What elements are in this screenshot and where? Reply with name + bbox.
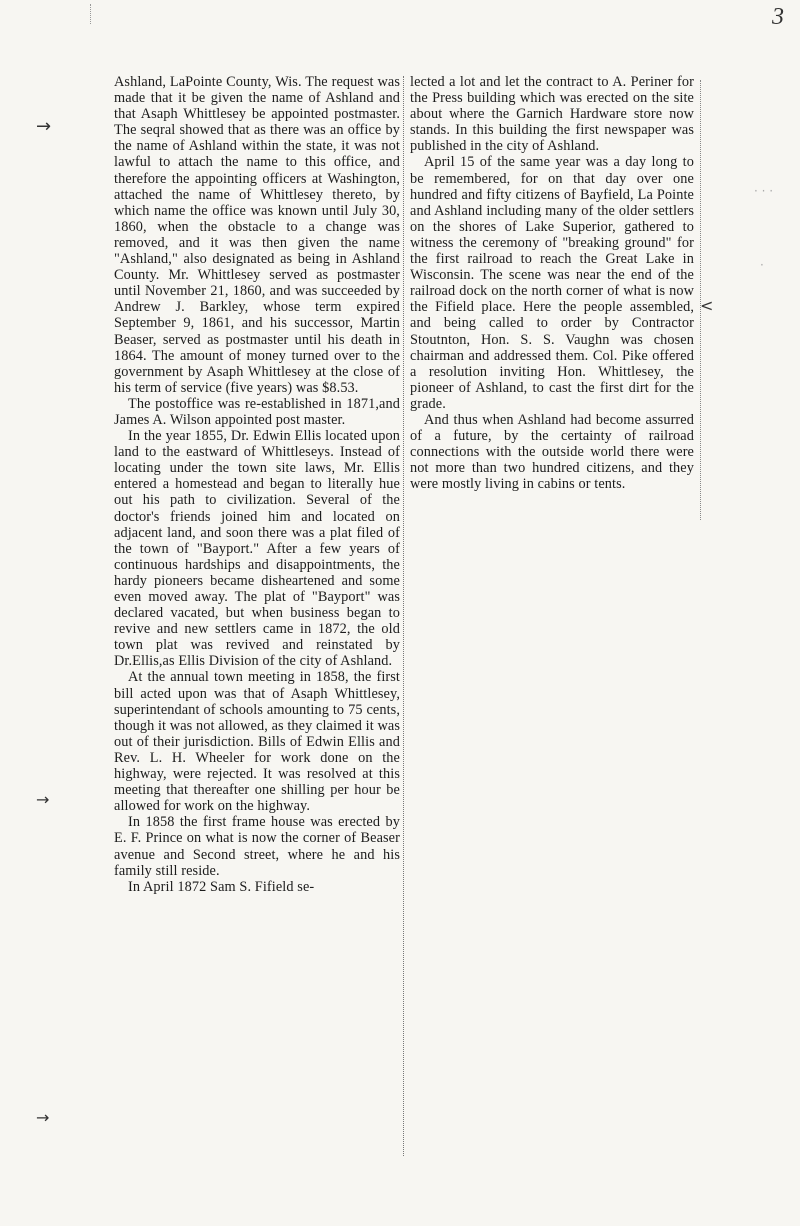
left-paragraph-2: The postoffice was re-established in 1871,and James A. Wilson appointed post master. bbox=[114, 395, 400, 428]
left-paragraph-3: In the year 1855, Dr. Edwin Ellis located upon land to the eastward of Whittleseys. Instead of locating under the town site laws, Mr. Ellis entered a homestead and began to literally hue out his path to civilization. Several of the doctor's friends joined him and located on adjacent land, and soon there was a plat filed of the town of "Bayport." After a few years of continuous hardships and disappointments, the hardy pioneers became disheartened and some even moved away. The plat of "Bayport" was declared vacated, but when business began to revive and new settlers came in 1872, the old town plat was revived and reinstated by Dr.Ellis,as Ellis Division of the city of Ashland. bbox=[114, 428, 400, 670]
left-paragraph-5: In 1858 the first frame house was erected by E. F. Prince on what is now the corner of Beaser avenue and Second street, where he and his family still reside. bbox=[114, 814, 400, 879]
right-paragraph-1: lected a lot and let the contract to A. Periner for the Press building which was erected on the site about where the Garnich Hardware store now stands. In this building the first newspaper was published in the city of Ashland. bbox=[410, 74, 694, 155]
right-column-edge bbox=[700, 80, 701, 520]
margin-arrow-low-icon: → bbox=[36, 1108, 50, 1127]
faint-mark-b: · bbox=[760, 258, 764, 272]
column-separator bbox=[403, 76, 404, 1156]
margin-arrow-top-icon: → bbox=[36, 116, 52, 137]
left-paragraph-6: In April 1872 Sam S. Fifield se- bbox=[128, 878, 315, 895]
left-paragraph-4: At the annual town meeting in 1858, the first bill acted upon was that of Asaph Whittlesey, superintendant of schools amounting to 75 cents, though it was not allowed, as they claimed it was out of their jurisdiction. Bills of Edwin Ellis and Rev. L. H. Wheeler for work done on the highway, were rejected. It was resolved at this meeting that thereafter one shilling per hour be allowed for work on the highway. bbox=[114, 669, 401, 815]
faint-mark-a: · · · bbox=[754, 184, 774, 198]
margin-arrow-right-icon: < bbox=[700, 296, 714, 315]
right-paragraph-3: And thus when Ashland had become assurred of a future, by the certainty of railroad connections with the outside world there were not more than two hundred citizens, and they were mostly living in cabins or tents. bbox=[410, 411, 694, 493]
top-dotted-mark bbox=[90, 4, 91, 24]
right-column bbox=[410, 74, 694, 492]
page-number: 3 bbox=[772, 4, 784, 30]
left-column bbox=[114, 74, 400, 895]
left-paragraph-1: Ashland, LaPointe County, Wis. The request was made that it be given the name of Ashland and that Asaph Whittlesey be appointed postmaster. The seqral showed that as there was an office by the name of Ashland within the state, it was not lawful to attach the name to this office, and therefore the appointing officers at Washington, attached the name of Whittlesey thereto, by which name the office was known until July 30, 1860, when the obstacle to a change was removed, and it was then given the name "Ashland," also designated as being in Ashland County. Mr. Whittlesey served as postmaster until November 21, 1860, and was succeeded by Andrew J. Barkley, whose term expired September 9, 1861, and his successor, Martin Beaser, served as postmaster until his death in 1864. The amount of money turned over to the government by Asaph Whittlesey at the close of his term of service (five years) was $8.53. bbox=[114, 74, 400, 396]
margin-arrow-mid-icon: → bbox=[36, 790, 50, 809]
right-paragraph-2: April 15 of the same year was a day long to be remembered, for on that day over one hundred and fifty citizens of Bayfield, La Pointe and Ashland including many of the older settlers on the shores of Lake Superior, gathered to witness the ceremony of "breaking ground" for the first railroad to reach the Great Lake in Wisconsin. The scene was near the end of the railroad dock on the north corner of what is now the Fifield place. Here the people assembled, and being called to order by Contractor Stoutnton, Hon. S. S. Vaughn was chosen chairman and addressed them. Col. Pike offered a resolution inviting Hon. Whittlesey, the pioneer of Ashland, to cast the first dirt for the grade. bbox=[410, 154, 694, 412]
